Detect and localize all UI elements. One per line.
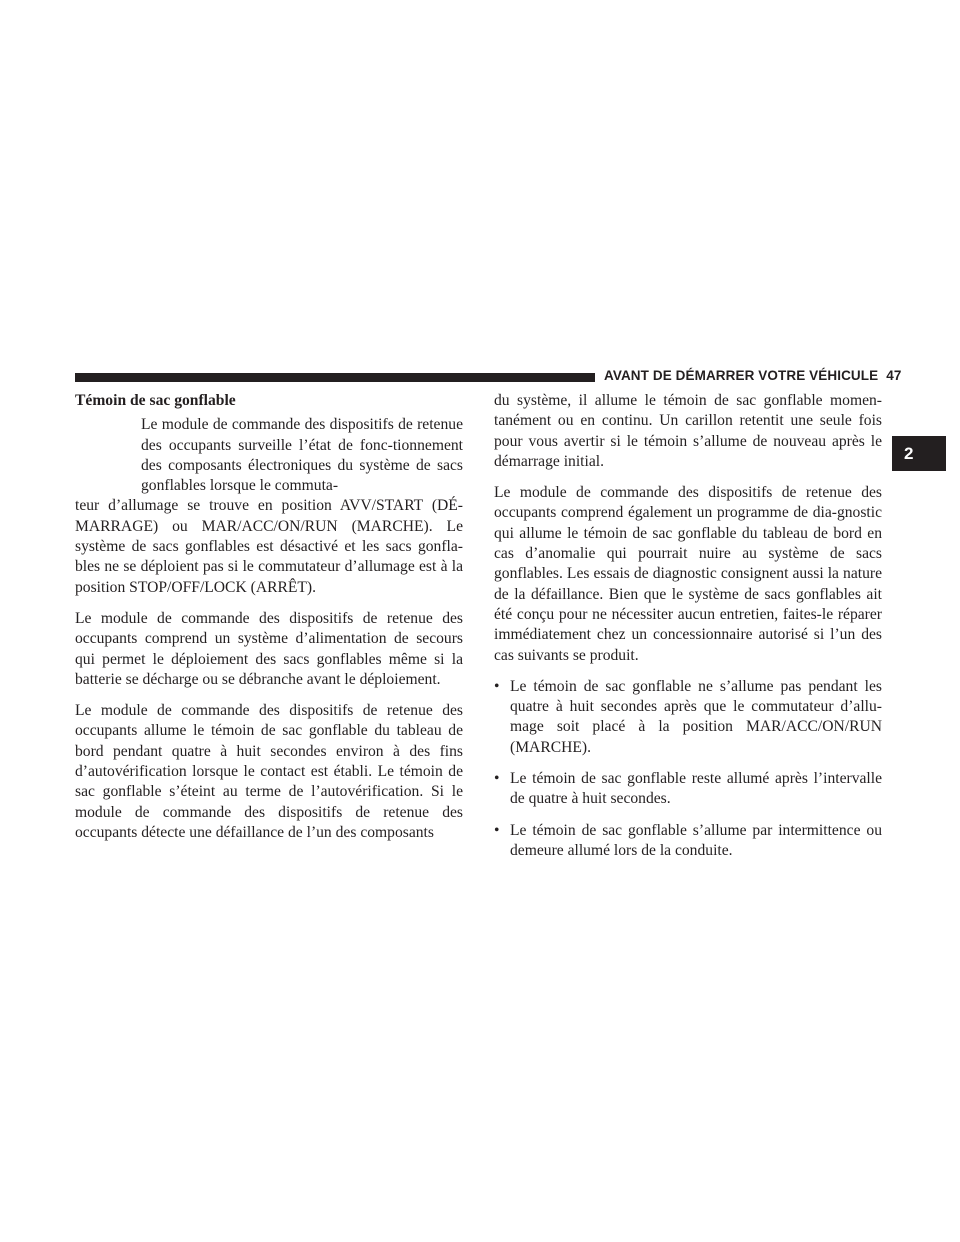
right-column [494,391,882,872]
running-header-title: AVANT DE DÉMARRER VOTRE VÉHICULE [604,368,879,383]
header-rule [75,373,595,382]
chapter-tab: 2 [892,436,946,471]
paragraph-continuation: teur d’allumage se trouve en position AVV/START (DÉ-MARRAGE) ou MAR/ACC/ON/RUN (MARCHE). Le système de sacs gonflables est désactivé et les sacs gonfla-bles ne se déploient pas si le commutateur d’allumage est à la position STOP/OFF/LOCK (ARRÊT). [75,497,463,596]
running-header [604,368,901,383]
list-item-text: Le témoin de sac gonflable reste allumé après l’intervalle de quatre à huit secondes. [510,770,882,808]
page-number: 47 [886,368,902,383]
paragraph: Le module de commande des dispositifs de retenue des occupants allume le témoin de sac gonflable du tableau de bord pendant quatre à huit secondes environ à des fins d’autovérification lorsque le contact est établi. Le témoin de sac gonflable s’éteint au terme de l’autovérification. Si le module de commande des dispositifs de retenue des occupants détecte une défaillance de l’un des composants [75,702,463,841]
bullet-list [494,677,882,861]
bullet-icon: • [494,770,500,788]
list-item-text: Le témoin de sac gonflable ne s’allume pas pendant les quatre à huit secondes après que le commutateur d’allu-mage soit placé à la position MAR/ACC/ON/RUN (MARCHE). [510,677,882,756]
paragraph: du système, il allume le témoin de sac gonflable momen-tanément ou en continu. Un carillon retentit une seule fois pour vous avertir si le témoin s’allume de nouveau après le démarrage initial. [494,392,882,470]
list-item [494,677,882,758]
indented-paragraph: Le module de commande des dispositifs de retenue des occupants surveille l’état de fonc-tionnement des composants électroniques du système de sacs gonflables lorsque le commuta- [141,416,463,495]
section-heading: Témoin de sac gonflable [75,392,236,409]
list-item-text: Le témoin de sac gonflable s’allume par intermittence ou demeure allumé lors de la conduite. [510,821,882,859]
bullet-icon: • [494,677,500,695]
bullet-icon: • [494,821,500,839]
paragraph: Le module de commande des dispositifs de retenue des occupants comprend également un programme de dia-gnostic qui allume le témoin de sac gonflable du tableau de bord en cas d’anomalie qui pourrait nuire au système de sacs gonflables. Les essais de diagnostic consignent aussi la nature de la défaillance. Bien que le système de sacs gonflables ait été conçu pour ne nécessiter aucun entretien, faites-le réparer immédiatement chez un concessionnaire autorisé si l’un des cas suivants se produit. [494,484,882,664]
list-item [494,821,882,862]
left-column [75,391,463,854]
paragraph: Le module de commande des dispositifs de retenue des occupants comprend un système d’alimentation de secours qui permet le déploiement des sacs gonflables même si la batterie se décharge ou se débranche avant le déploiement. [75,609,463,688]
list-item [494,769,882,810]
